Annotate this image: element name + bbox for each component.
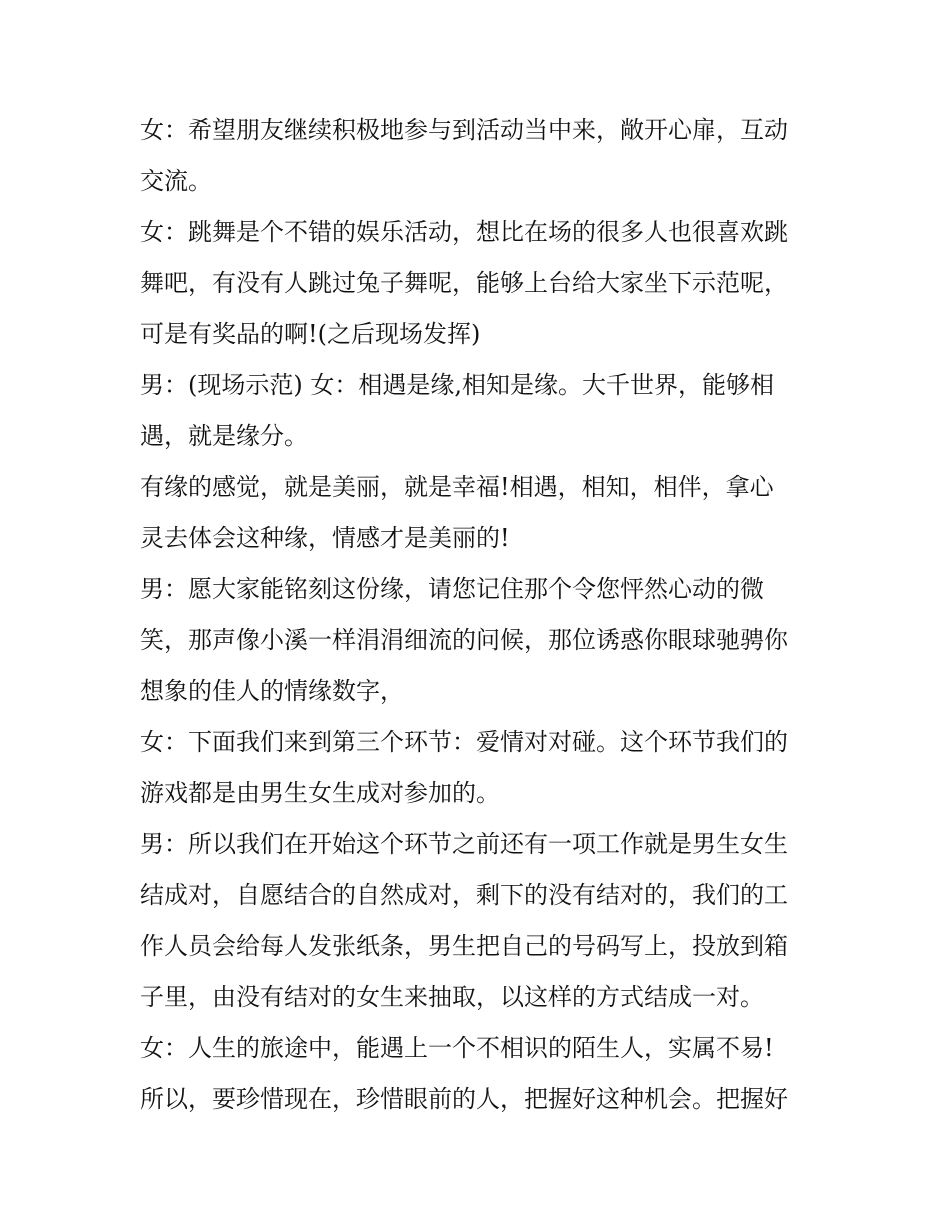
text-line: 子里，由没有结对的女生来抽取，以这样的方式结成一对。 [140,983,764,1011]
text-line: 女：人生的旅途中，能遇上一个不相识的陌生人，实属不易! [140,1034,774,1062]
text-line: 男：愿大家能铭刻这份缘，请您记住那个令您怦然心动的微 [140,575,764,603]
text-line: 想象的佳人的情缘数字， [140,677,404,705]
text-line: 女：下面我们来到第三个环节：爱情对对碰。这个环节我们的 [140,728,788,756]
text-line: 灵去体会这种缘，情感才是美丽的! [140,524,510,552]
text-line: 男：(现场示范) 女：相遇是缘,相知是缘。大千世界，能够相 [140,371,774,399]
text-line: 结成对，自愿结合的自然成对，剩下的没有结对的，我们的工 [140,881,788,909]
text-line: 女：希望朋友继续积极地参与到活动当中来，敞开心扉，互动 [140,116,788,144]
text-line: 交流。 [140,167,212,195]
text-line: 所以，要珍惜现在，珍惜眼前的人，把握好这种机会。把握好 [140,1085,788,1113]
text-line: 游戏都是由男生女生成对参加的。 [140,779,500,807]
text-line: 舞吧，有没有人跳过兔子舞呢，能够上台给大家坐下示范呢， [140,269,788,297]
text-line: 有缘的感觉，就是美丽，就是幸福!相遇，相知，相伴，拿心 [140,473,774,501]
text-line: 遇，就是缘分。 [140,422,308,450]
text-line: 可是有奖品的啊!(之后现场发挥) [140,320,481,348]
text-line: 男：所以我们在开始这个环节之前还有一项工作就是男生女生 [140,830,788,858]
text-line: 笑，那声像小溪一样涓涓细流的问候，那位诱惑你眼球驰骋你 [140,626,788,654]
text-line: 作人员会给每人发张纸条，男生把自己的号码写上，投放到箱 [140,932,788,960]
text-line: 女：跳舞是个不错的娱乐活动，想比在场的很多人也很喜欢跳 [140,218,788,246]
body-text [140,105,820,1125]
